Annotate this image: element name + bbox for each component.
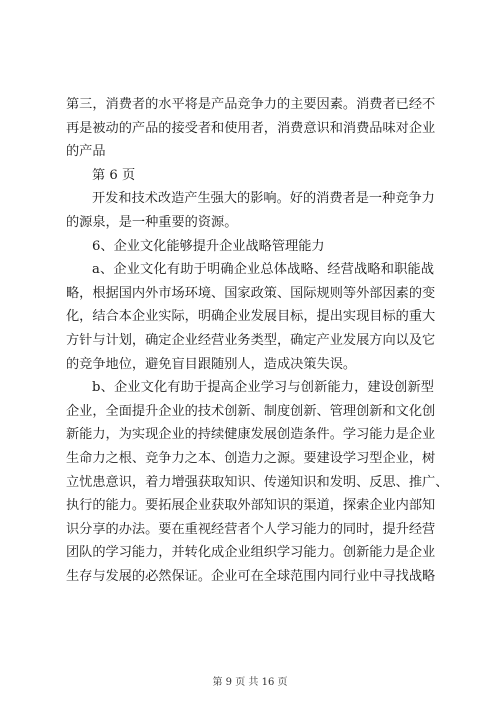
text-line: 生命力之根、竞争力之本、创造力之源。要建设学习型企业，树 [66, 450, 436, 466]
text-line: 企业，全面提升企业的技术创新、制度创新、管理创新和文化创 [66, 403, 436, 419]
text-line: 的竞争地位，避免盲目跟随别人，造成决策失误。 [66, 356, 357, 372]
text-line: 新能力，为实现企业的持续健康发展创造条件。学习能力是企业 [66, 427, 436, 443]
text-line: 执行的能力。要拓展企业获取外部知识的渠道，探索企业内部知 [66, 498, 436, 514]
text-line: 生存与发展的必然保证。企业可在全球范围内同行业中寻找战略 [66, 568, 436, 584]
text-line: 化，结合本企业实际，明确企业发展目标，提出实现目标的重大 [66, 309, 436, 325]
text-line: 团队的学习能力，并转化成企业组织学习能力。创新能力是企业 [66, 545, 436, 561]
text-line: a、企业文化有助于明确企业总体战略、经营战略和职能战 [92, 262, 434, 278]
text-line: 方针与计划，确定企业经营业务类型，确定产业发展方向以及它 [66, 332, 436, 348]
text-line: 识分享的办法。要在重视经营者个人学习能力的同时，提升经营 [66, 521, 436, 537]
document-body [66, 93, 449, 588]
text-line: 的产品 [66, 144, 106, 160]
page-number-label: 第 9 页 共 16 页 [212, 677, 288, 688]
section-heading: 6、企业文化能够提升企业战略管理能力 [92, 238, 325, 254]
text-line: 立忧患意识，着力增强获取知识、传递知识和发明、反思、推广、 [66, 474, 449, 490]
text-line: 的源泉，是一种重要的资源。 [66, 214, 238, 230]
text-line: 略，根据国内外市场环境、国家政策、国际规则等外部因素的变 [66, 285, 436, 301]
page-footer [0, 673, 500, 688]
text-line: b、企业文化有助于提高企业学习与创新能力，建设创新型 [92, 380, 434, 396]
text-line: 第三，消费者的水平将是产品竞争力的主要因素。消费者已经不 [66, 97, 436, 112]
inline-page-marker: 第 6 页 [92, 167, 136, 183]
text-line: 再是被动的产品的接受者和使用者，消费意识和消费品味对企业 [66, 120, 436, 136]
text-line: 开发和技术改造产生强大的影响。好的消费者是一种竞争力 [92, 191, 435, 207]
